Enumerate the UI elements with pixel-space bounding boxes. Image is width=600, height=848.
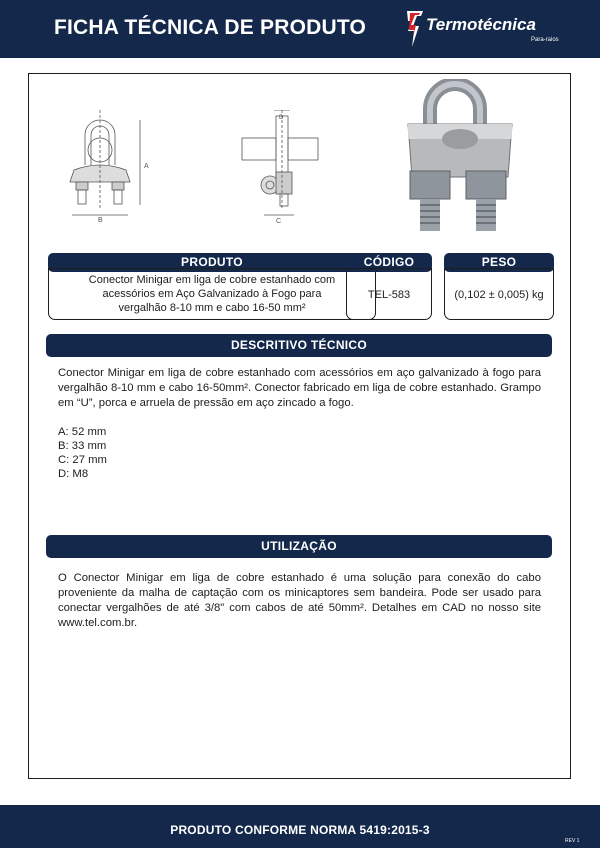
peso-cell: (0,102 ± 0,005) kg (444, 268, 554, 320)
norm-statement: PRODUTO CONFORME NORMA 5419:2015-3 (170, 823, 430, 837)
dimension-a: A: 52 mm (58, 426, 107, 438)
brand-tagline: Para-raios (531, 37, 559, 43)
brand-name: Termotécnica (426, 15, 536, 34)
descritivo-text: Conector Minigar em liga de cobre estanhado com acessórios em aço galvanizado à fogo para vergalhão 8-10 mm e cabo 16-50mm². Conector fabricado em liga de cobre estanhado. Grampo em “U”, porca e arruela de pressão em aço zincado a fogo. (58, 367, 541, 409)
produto-line: acessórios em Aço Galvanizado à Fogo para (102, 288, 322, 300)
front-view-drawing (60, 110, 160, 225)
dimension-c: C: 27 mm (58, 454, 107, 466)
dimension-label-a: A (144, 163, 149, 170)
revision-label: REV 1 (565, 838, 580, 844)
codigo-header: CÓDIGO (346, 253, 432, 272)
lightning-logo-icon (404, 9, 426, 49)
descritivo-heading: DESCRITIVO TÉCNICO (46, 334, 552, 357)
codigo-cell: TEL-583 (346, 268, 432, 320)
header-bar (0, 0, 600, 58)
produto-header: PRODUTO (48, 253, 376, 272)
produto-cell (48, 268, 376, 320)
utilizacao-heading: UTILIZAÇÃO (46, 535, 552, 558)
utilizacao-text: O Conector Minigar em liga de cobre estanhado é uma solução para conexão do cabo proveniente da malha de captação com os minicaptores sem bandeira. Pode ser usado para conectar vergalhões de até 3/8" com cabos de até 50mm². Detalhes em CAD no nosso site www.tel.com.br. (58, 572, 541, 629)
side-view-drawing (232, 110, 332, 225)
document-title: FICHA TÉCNICA DE PRODUTO (54, 16, 367, 39)
produto-line: vergalhão 8-10 mm e cabo 16-50 mm² (118, 302, 306, 314)
dimension-d: D: M8 (58, 468, 89, 480)
peso-header: PESO (444, 253, 554, 272)
brand-logo (404, 9, 594, 49)
produto-line: Conector Minigar em liga de cobre estanhado com (88, 274, 336, 286)
dimensions-list (58, 425, 107, 481)
dimension-label-c: C (276, 218, 282, 225)
product-photo (400, 79, 560, 249)
dimension-label-d: D (279, 115, 284, 121)
dimension-label-b: B (98, 217, 103, 224)
dimension-b: B: 33 mm (58, 440, 107, 452)
